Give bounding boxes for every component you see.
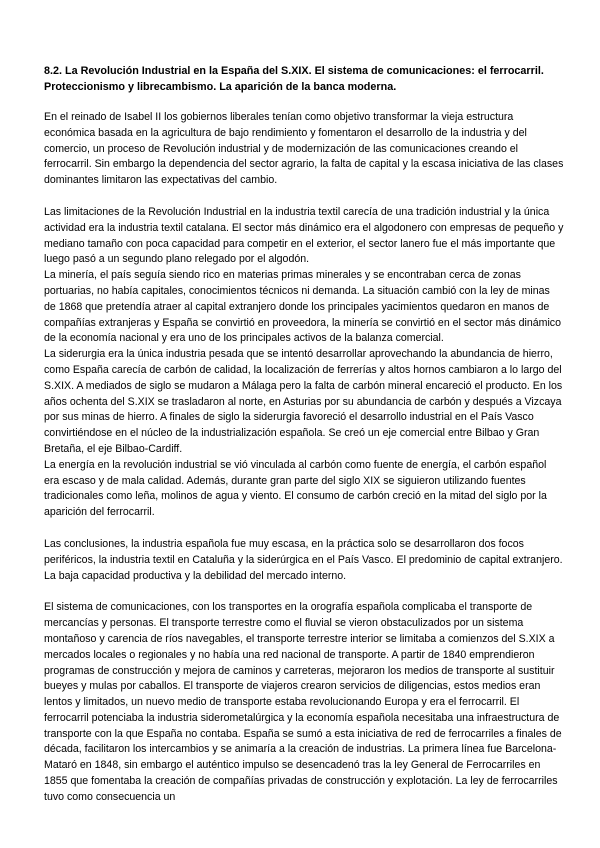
- paragraph-gap: [44, 584, 564, 600]
- paragraph-textile-industry: Las limitaciones de la Revolución Industrial en la industria textil carecía de una tradición industrial y la única actividad era la industria textil catalana. El sector más dinámico era el algodonero con empresas de pequeño y mediano tamaño con poca capacidad para competir en el exterior, el sector lanero fue el más importante que luego pasó a un segundo plano relegado por el algodón.: [44, 205, 564, 266]
- paragraph-gap: [44, 189, 564, 205]
- paragraph-communications: El sistema de comunicaciones, con los transportes en la orografía española complicaba el transporte de mercancías y personas. El transporte terrestre como el fluvial se vieron obstaculizados por un sistema montañoso y carencia de ríos navegables, el transporte terrestre interior se limitaba a comienzos del S.XIX a mercados locales o regionales y no había una red nacional de transporte. A partir de 1840 emprendieron programas de construcción y mejora de caminos y carreteras, mejoraron los medios de transporte al sustituir bueyes y mulas por caballos. El transporte de viajeros crearon servicios de diligencias, estos medios eran lentos y limitados, un nuevo medio de transporte estaba revolucionando Europa y era el ferrocarril. El ferrocarril potenciaba la industria siderometalúrgica y la economía española necesitaba una infraestructura de transporte con la que España no contaba. España se sumó a esta iniciativa de red de ferrocarriles a finales de década, facilitaron los intercambios y se animaría a la creación de industrias. La primera línea fue Barcelona-Mataró en 1848, sin embargo el auténtico impulso se desencadenó tras la ley General de Ferrocarriles en 1855 que fomentaba la creación de compañías privadas de construcción y explotación. La ley de ferrocarriles tuvo como consecuencia un: [44, 601, 562, 803]
- document-page: [44, 64, 564, 806]
- document-title: 8.2. La Revolución Industrial en la España del S.XIX. El sistema de comunicaciones: el ferrocarril. Proteccionismo y librecambismo. La aparición de la banca moderna.: [44, 65, 544, 93]
- paragraph-steel-industry: La siderurgia era la única industria pesada que se intentó desarrollar aprovechando la abundancia de hierro, como España carecía de carbón de calidad, la localización de ferrerías y altos hornos cambiaron a lo largo del S.XIX. A mediados de siglo se mudaron a Málaga pero la falta de carbón mineral encareció el producto. En los años ochenta del S.XIX se trasladaron al norte, en Asturias por su abundancia de carbón y después a Vizcaya por sus minas de hierro. A finales de siglo la siderurgia favoreció el desarrollo industrial en el País Vasco convirtiéndose en el núcleo de la industrialización española. Se creó un eje comercial entre Bilbao y Gran Bretaña, el eje Bilbao-Cardiff.: [44, 348, 563, 455]
- paragraph-mining: La minería, el país seguía siendo rico en materias primas minerales y se encontraban cerca de zonas portuarias, no había capitales, conocimientos técnicos ni demanda. La situación cambió con la ley de minas de 1868 que pretendía atraer al capital extranjero donde los principales yacimientos quedaron en manos de compañías extranjeras y España se convirtió en proveedora, la minería se convirtió en el sector más dinámico de la economía nacional y era uno de los principales activos de la balanza comercial.: [44, 269, 561, 345]
- paragraph-gap: [44, 521, 564, 537]
- paragraph-energy: La energía en la revolución industrial se vió vinculada al carbón como fuente de energía, el carbón español era escaso y de mala calidad. Además, durante gran parte del siglo XIX se siguieron utilizando fuentes tradicionales como leña, molinos de agua y viento. El consumo de carbón creció en la mitad del siglo por la aparición del ferrocarril.: [44, 458, 547, 519]
- paragraph-conclusions: Las conclusiones, la industria española fue muy escasa, en la práctica solo se desarrollaron dos focos periféricos, la industria textil en Cataluña y la siderúrgica en el País Vasco. El predominio de capital extranjero. La baja capacidad productiva y la debilidad del mercado interno.: [44, 537, 563, 582]
- paragraph-isabel-ii: En el reinado de Isabel II los gobiernos liberales tenían como objetivo transformar la vieja estructura económica basada en la agricultura de bajo rendimiento y fomentaron el desarrollo de la industria y del comercio, un proceso de Revolución industrial y de modernización de las comunicaciones creando el ferrocarril. Sin embargo la dependencia del sector agrario, la falta de capital y la escasa iniciativa de las clases dominantes limitaron las expectativas del cambio.: [44, 111, 564, 187]
